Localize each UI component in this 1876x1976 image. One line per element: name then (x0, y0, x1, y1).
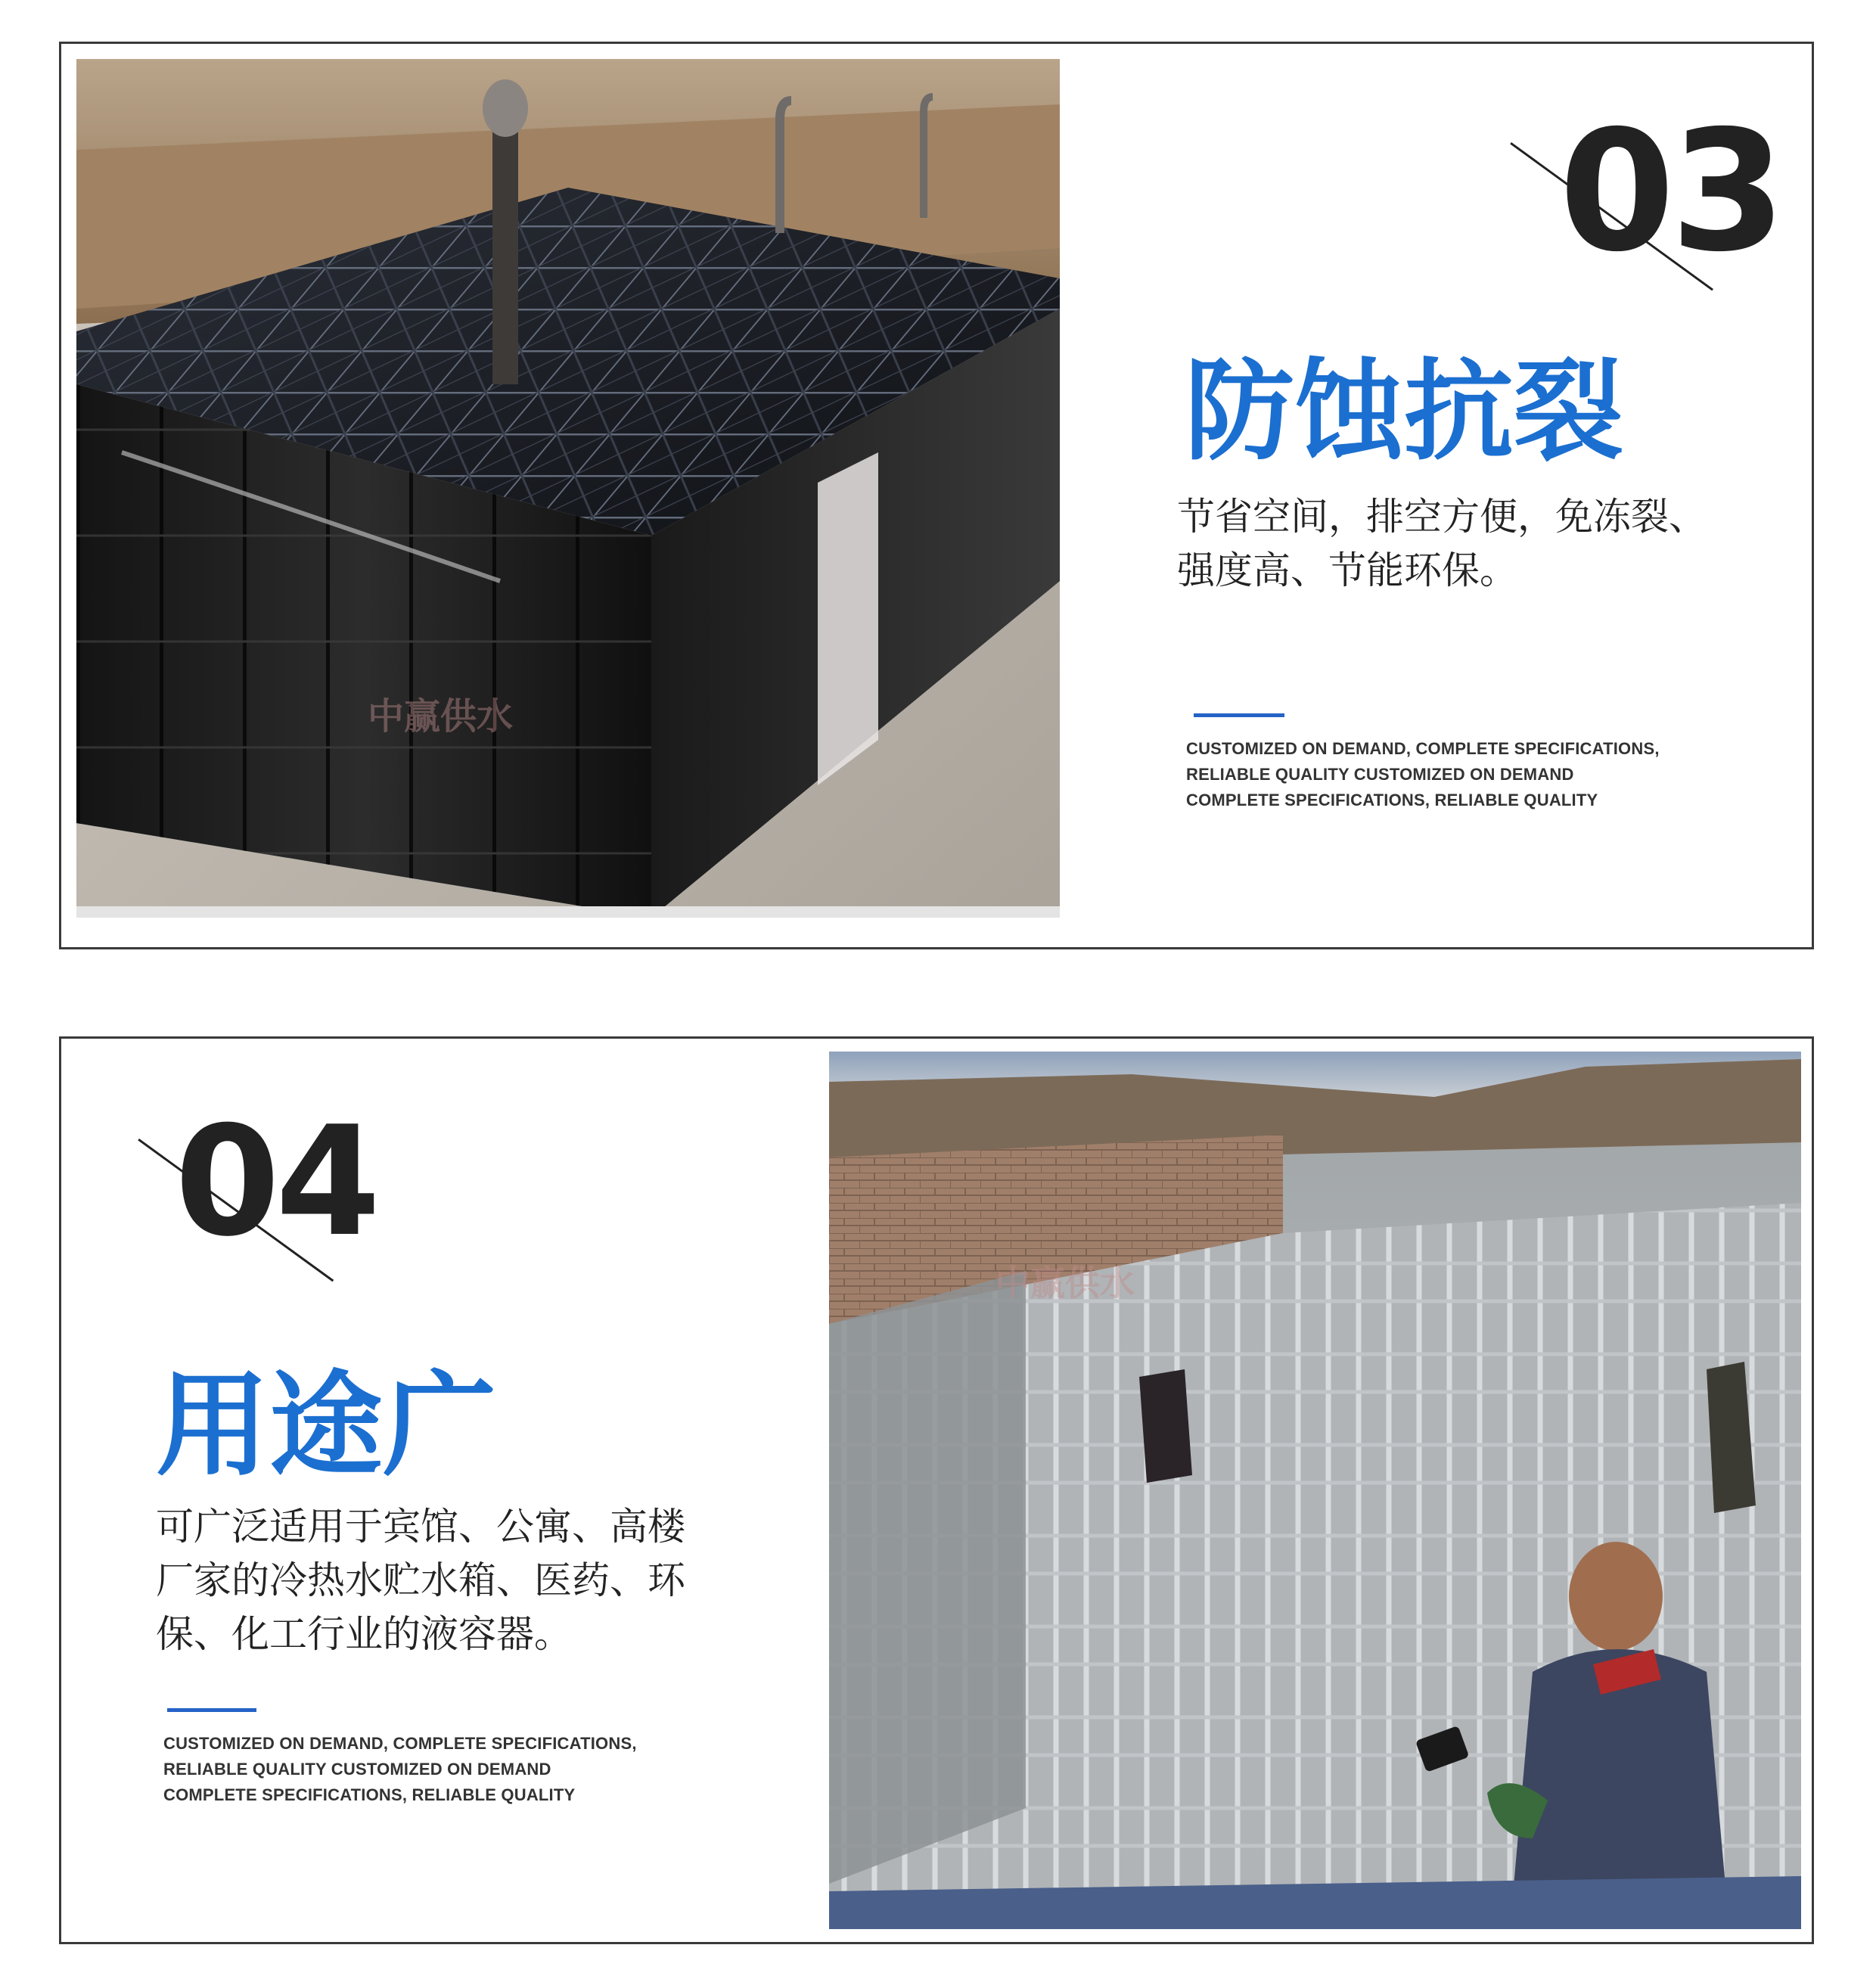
english-caption (1186, 736, 1660, 813)
caption-line: COMPLETE SPECIFICATIONS, RELIABLE QUALITY (1186, 791, 1598, 810)
caption-line: CUSTOMIZED ON DEMAND, COMPLETE SPECIFICATIONS, (163, 1734, 637, 1753)
description-line: 厂家的冷热水贮水箱、医药、环 (156, 1558, 685, 1602)
section-description (1177, 490, 1707, 598)
caption-line: RELIABLE QUALITY CUSTOMIZED ON DEMAND (163, 1760, 551, 1779)
description-line: 保、化工行业的液容器。 (156, 1612, 572, 1656)
description-line: 强度高、节能环保。 (1177, 548, 1517, 592)
caption-line: RELIABLE QUALITY CUSTOMIZED ON DEMAND (1186, 765, 1574, 784)
section-description (156, 1500, 685, 1661)
section-heading: 防蚀抗裂 (1185, 348, 1623, 476)
tank-interior-frame-photo (829, 1052, 1801, 1929)
caption-line: COMPLETE SPECIFICATIONS, RELIABLE QUALITY (163, 1785, 576, 1805)
caption-line: CUSTOMIZED ON DEMAND, COMPLETE SPECIFICATIONS, (1186, 739, 1660, 758)
feature-panel-04 (59, 1036, 1814, 1944)
accent-divider (167, 1708, 256, 1712)
section-number: 04 (175, 1094, 377, 1270)
section-heading: 用途广 (156, 1360, 497, 1492)
english-caption (163, 1731, 637, 1808)
photo-watermark: 中赢供水 (995, 1263, 1135, 1303)
section-number: 03 (1559, 95, 1782, 288)
black-water-tank-photo (76, 59, 1060, 918)
photo-watermark: 中赢供水 (368, 695, 514, 738)
accent-divider (1194, 713, 1284, 717)
description-line: 节省空间，排空方便，免冻裂、 (1177, 495, 1707, 539)
feature-panel-03 (59, 42, 1814, 949)
description-line: 可广泛适用于宾馆、公寓、高楼 (156, 1505, 685, 1549)
